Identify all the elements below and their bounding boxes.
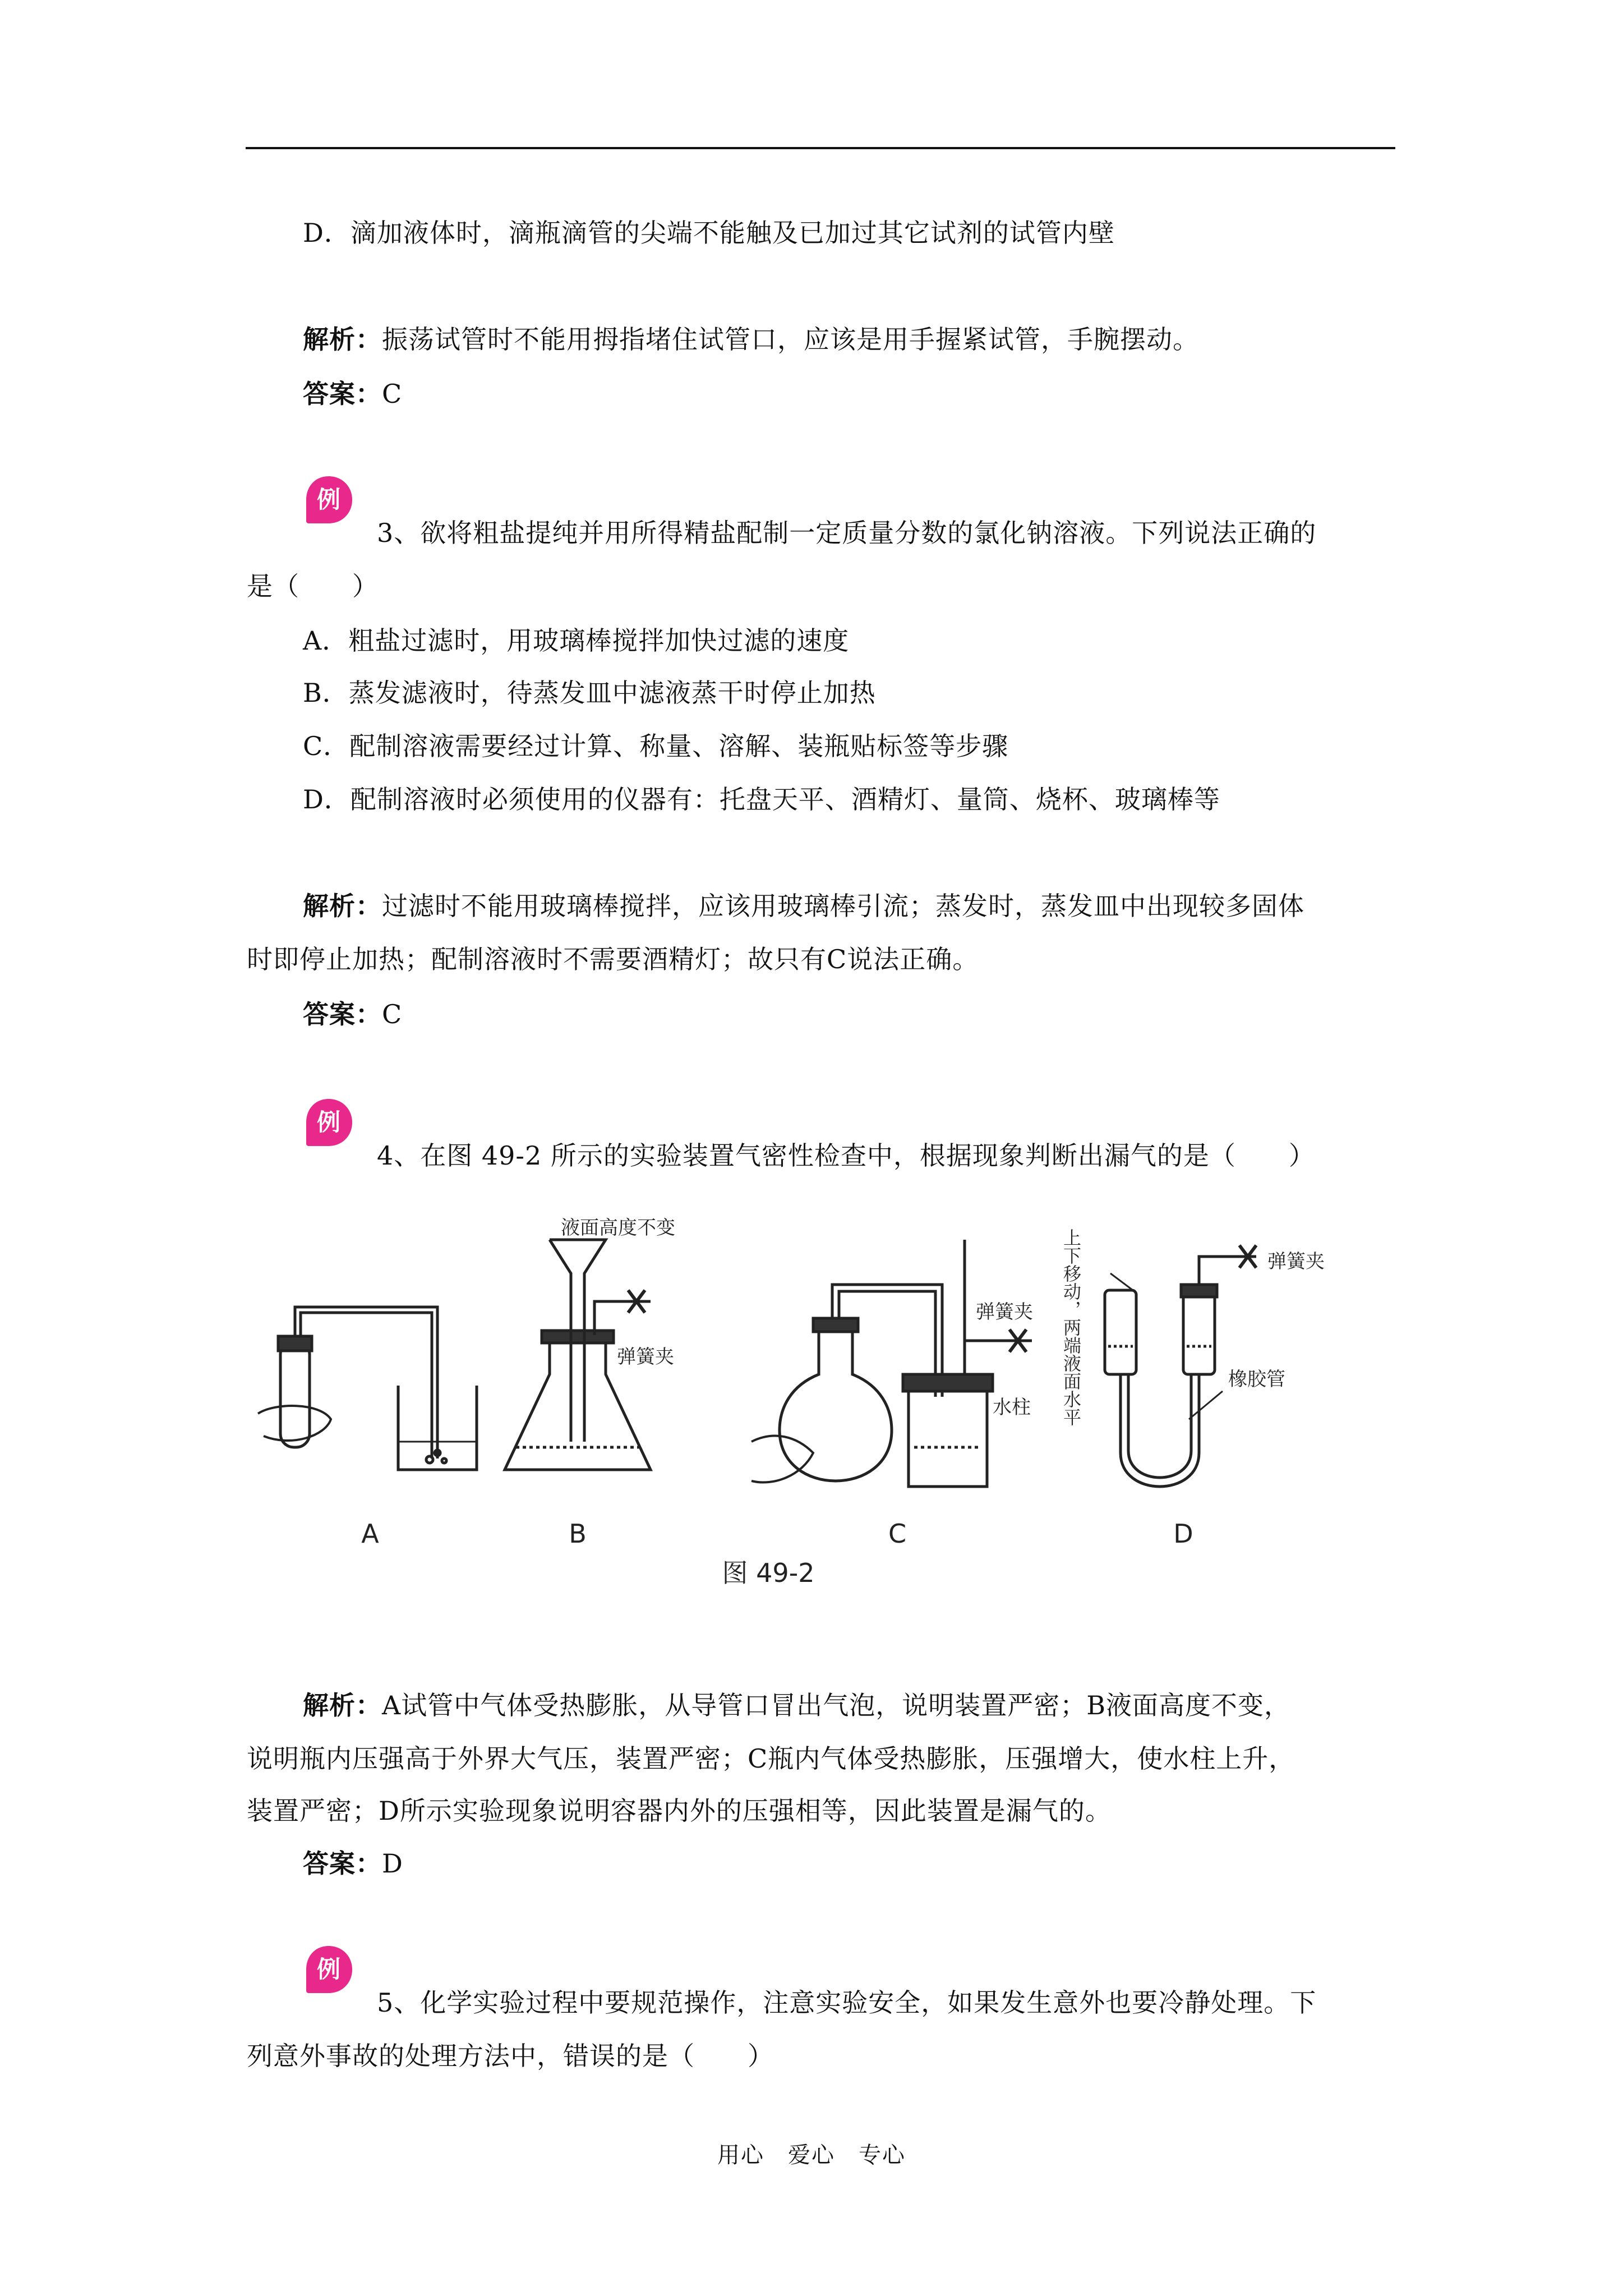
q2-option-d: D．滴加液体时，滴瓶滴管的尖端不能触及已加过其它试剂的试管内壁 xyxy=(303,218,1115,248)
badge-char: 例 xyxy=(316,1955,341,1983)
analysis-text: 过滤时不能用玻璃棒搅拌，应该用玻璃棒引流；蒸发时，蒸发皿中出现较多固体 xyxy=(382,891,1304,921)
q4-analysis-line2: 说明瓶内压强高于外界大气压，装置严密；C瓶内气体受热膨胀，压强增大，使水柱上升， xyxy=(247,1743,1295,1774)
panel-label-a: A xyxy=(361,1519,379,1549)
answer-value: D xyxy=(382,1848,403,1879)
figure-49-2 xyxy=(236,1206,1357,1610)
panel-label-b: B xyxy=(569,1519,587,1549)
header-rule xyxy=(246,147,1395,149)
analysis-label: 解析： xyxy=(303,891,382,921)
c-clamp-label: 弹簧夹 xyxy=(976,1301,1033,1323)
q4-stem: 4、在图 49-2 所示的实验装置气密性检查中，根据现象判断出漏气的是（ ） xyxy=(377,1140,1315,1171)
q3-stem-line2: 是（ ） xyxy=(247,571,379,601)
apparatus-a xyxy=(258,1307,477,1470)
q4-answer xyxy=(303,1847,403,1880)
answer-label: 答案： xyxy=(303,1848,382,1879)
apparatus-d xyxy=(1105,1245,1256,1487)
d-side-label: 上下移动，两端液面水平 xyxy=(1061,1228,1082,1426)
analysis-text: A试管中气体受热膨胀，从导管口冒出气泡，说明装置严密；B液面高度不变， xyxy=(382,1690,1291,1720)
q3-option-b: B．蒸发滤液时，待蒸发皿中滤液蒸干时停止加热 xyxy=(303,678,876,708)
badge-char: 例 xyxy=(316,1108,341,1136)
q3-option-c: C．配制溶液需要经过计算、称量、溶解、装瓶贴标签等步骤 xyxy=(303,731,1009,761)
q4-analysis-line3: 装置严密；D所示实验现象说明容器内外的压强相等，因此装置是漏气的。 xyxy=(247,1796,1112,1826)
d-tube-label: 橡胶管 xyxy=(1228,1368,1285,1391)
example-badge-icon xyxy=(303,474,354,526)
q3-stem-line1: 3、欲将粗盐提纯并用所得精盐配制一定质量分数的氯化钠溶液。下列说法正确的 xyxy=(377,518,1317,548)
q3-answer xyxy=(303,997,402,1031)
panel-label-c: C xyxy=(888,1519,907,1549)
page-footer: 用心 爱心 专心 xyxy=(717,2142,906,2168)
answer-label: 答案： xyxy=(303,999,382,1029)
q3-option-a: A．粗盐过滤时，用玻璃棒搅拌加快过滤的速度 xyxy=(303,625,850,656)
c-water-label: 水柱 xyxy=(993,1396,1031,1419)
badge-char: 例 xyxy=(316,486,341,513)
q5-stem-line1: 5、化学实验过程中要规范操作，注意实验安全，如果发生意外也要冷静处理。下 xyxy=(377,1987,1317,2018)
example-badge-icon xyxy=(303,1944,354,1995)
analysis-label: 解析： xyxy=(303,324,382,355)
b-level-label: 液面高度不变 xyxy=(561,1217,675,1239)
q3-analysis-line2: 时即停止加热；配制溶液时不需要酒精灯；故只有C说法正确。 xyxy=(247,944,979,974)
d-clamp-label: 弹簧夹 xyxy=(1267,1250,1325,1273)
q3-analysis-line1 xyxy=(303,889,1304,923)
answer-label: 答案： xyxy=(303,379,382,409)
apparatus-c xyxy=(751,1240,1032,1487)
panel-label-d: D xyxy=(1173,1519,1193,1549)
analysis-text: 振荡试管时不能用拇指堵住试管口，应该是用手握紧试管，手腕摆动。 xyxy=(382,324,1199,355)
answer-value: C xyxy=(382,999,403,1029)
example-badge-icon xyxy=(303,1097,354,1148)
q4-analysis-line1 xyxy=(303,1688,1290,1722)
answer-value: C xyxy=(382,379,403,409)
figure-caption: 图 49-2 xyxy=(722,1558,815,1588)
analysis-label: 解析： xyxy=(303,1690,382,1720)
q2-answer xyxy=(303,377,402,411)
b-clamp-label: 弹簧夹 xyxy=(617,1346,674,1368)
q5-stem-line2: 列意外事故的处理方法中，错误的是（ ） xyxy=(247,2041,774,2071)
q2-analysis xyxy=(303,323,1199,356)
q3-option-d: D．配制溶液时必须使用的仪器有：托盘天平、酒精灯、量筒、烧杯、玻璃棒等 xyxy=(303,784,1220,815)
